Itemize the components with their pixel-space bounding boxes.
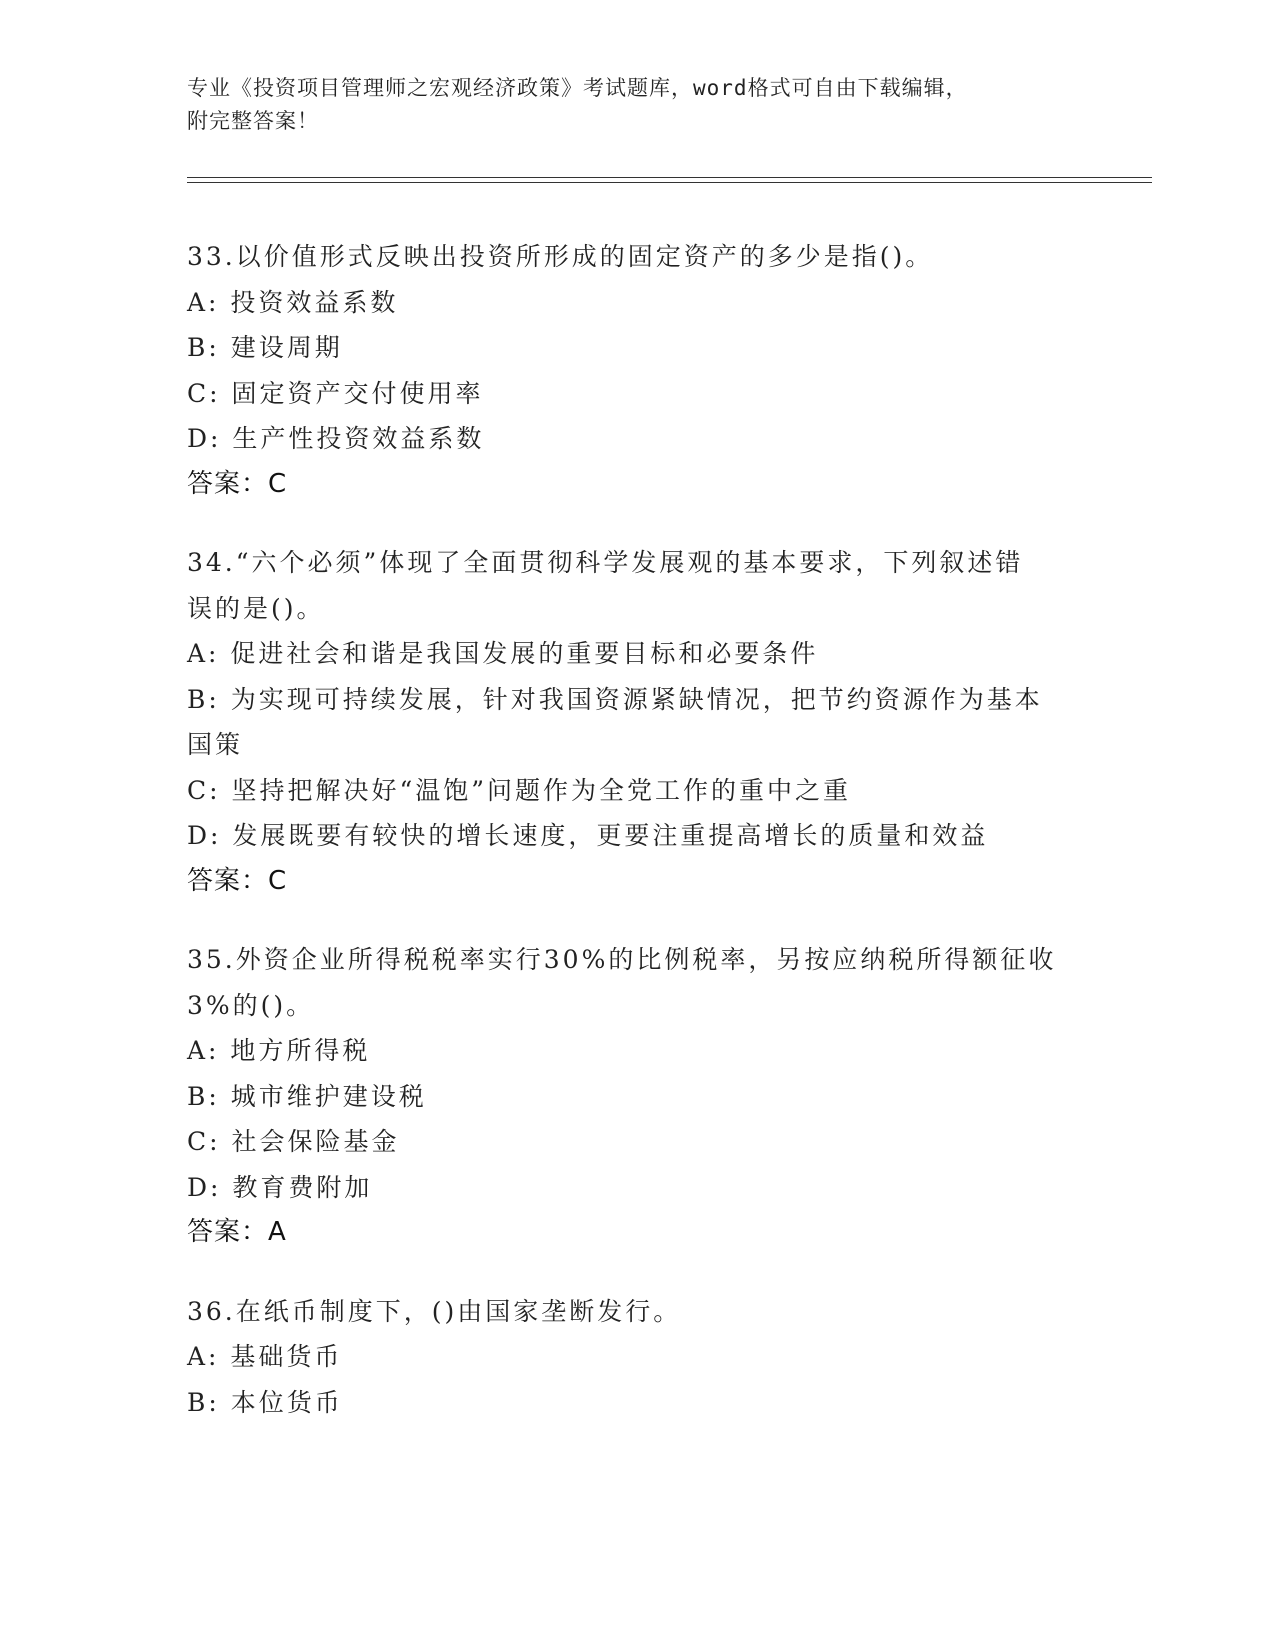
answer-line: 答案：C [187, 865, 288, 896]
option-a: A: 促进社会和谐是我国发展的重要目标和必要条件 [187, 639, 819, 668]
header-line-2: 附完整答案！ [187, 109, 319, 133]
question-stem-continued: 3%的()。 [187, 990, 315, 1020]
option-c: C: 固定资产交付使用率 [187, 378, 484, 408]
header-line-1: 专业《投资项目管理师之宏观经济政策》考试题库，word格式可自由下载编辑， [187, 76, 968, 100]
document-header-note [187, 72, 1087, 138]
question-33 [187, 234, 1087, 507]
option-b-continued: 国策 [187, 730, 244, 759]
option-b: B: 建设周期 [187, 333, 343, 362]
question-stem: 34.“六个必须”体现了全面贯彻科学发展观的基本要求，下列叙述错 [187, 548, 1024, 577]
question-36 [187, 1289, 1087, 1426]
option-c: C: 坚持把解决好“温饱”问题作为全党工作的重中之重 [187, 775, 852, 805]
answer-line: 答案：C [187, 468, 288, 499]
question-stem: 36.在纸币制度下，()由国家垄断发行。 [187, 1296, 682, 1326]
option-a: A: 基础货币 [187, 1342, 343, 1371]
option-d: D: 教育费附加 [187, 1172, 373, 1202]
option-b: B: 城市维护建设税 [187, 1081, 427, 1111]
option-b: B: 为实现可持续发展，针对我国资源紧缺情况，把节约资源作为基本 [187, 684, 1043, 714]
header-double-rule [187, 177, 1152, 183]
answer-line: 答案：A [187, 1217, 287, 1247]
question-stem: 33.以价值形式反映出投资所形成的固定资产的多少是指()。 [187, 242, 934, 271]
option-b: B: 本位货币 [187, 1387, 343, 1417]
question-list [187, 234, 1087, 1458]
option-d: D: 发展既要有较快的增长速度，更要注重提高增长的质量和效益 [187, 821, 989, 850]
option-d: D: 生产性投资效益系数 [187, 424, 485, 453]
option-c: C: 社会保险基金 [187, 1127, 400, 1156]
question-stem-continued: 误的是()。 [187, 593, 325, 623]
option-a: A: 投资效益系数 [187, 287, 399, 317]
question-34 [187, 540, 1087, 904]
question-35 [187, 937, 1087, 1256]
option-a: A: 地方所得税 [187, 1036, 371, 1065]
question-stem: 35.外资企业所得税税率实行30%的比例税率，另按应纳税所得额征收 [187, 945, 1057, 974]
